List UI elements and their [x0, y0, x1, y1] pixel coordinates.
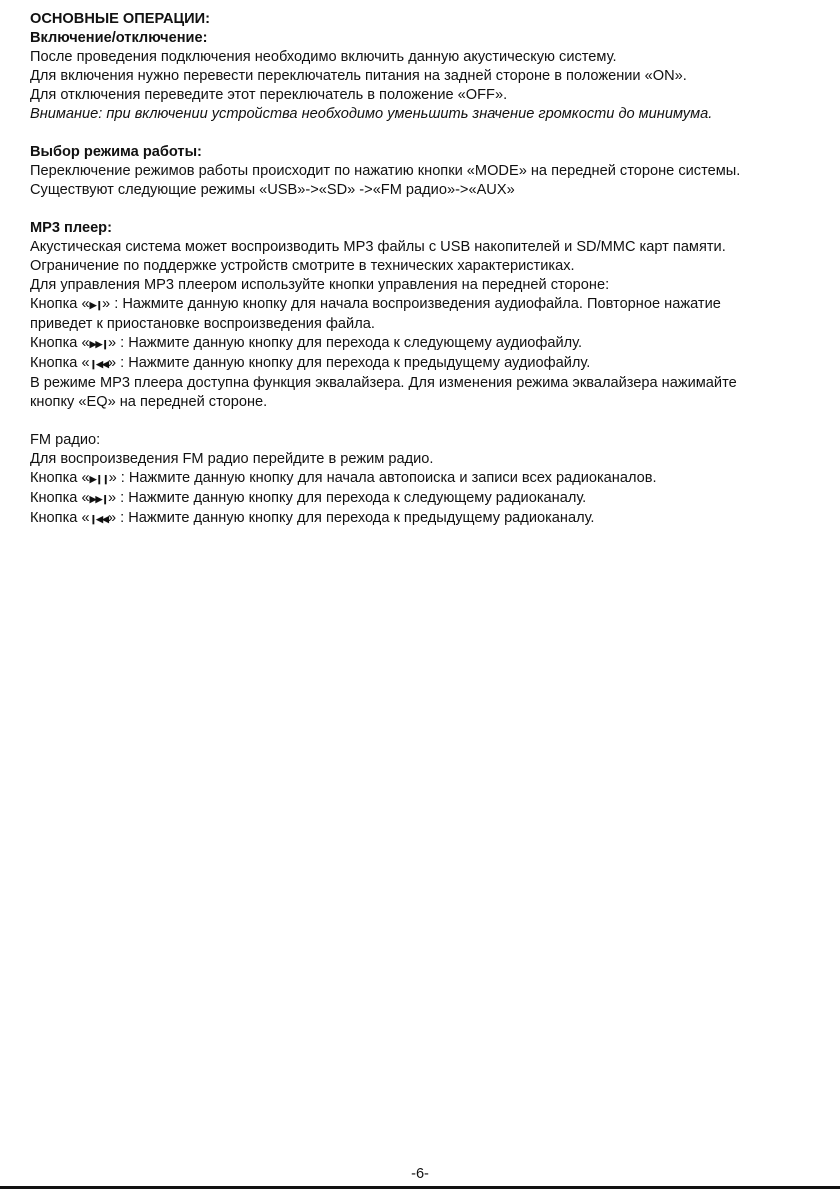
- section-mode-selection: [30, 143, 830, 200]
- text-fragment: » : Нажмите данную кнопку для начала автопоиска и записи всех радиоканалов.: [108, 470, 657, 486]
- section-title-fm: FM радио:: [30, 432, 101, 448]
- section-basic-operations: [30, 10, 830, 124]
- paragraph-line: Существуют следующие режимы «USB»->«SD» ->«FM радио»->«AUX»: [30, 182, 515, 198]
- text-fragment: Кнопка «: [30, 490, 90, 506]
- paragraph-line: Для управления MP3 плеером используйте кнопки управления на передней стороне:: [30, 277, 610, 293]
- previous-track-icon: ❙◀◀: [89, 514, 108, 524]
- text-fragment: Кнопка «: [30, 355, 90, 371]
- section-title-mode: Выбор режима работы:: [30, 144, 202, 160]
- next-track-icon: ▶▶❙: [89, 494, 108, 504]
- page-number: -6-: [411, 1166, 429, 1182]
- button-description-play: [30, 295, 830, 315]
- text-fragment: Кнопка «: [30, 510, 90, 526]
- paragraph-line: приведет к приостановке воспроизведения файла.: [30, 316, 375, 332]
- section-title-mp3: MP3 плеер:: [30, 220, 112, 236]
- subsection-title-power: Включение/отключение:: [30, 30, 208, 46]
- spacer: [30, 200, 830, 219]
- paragraph-line: Ограничение по поддержке устройств смотрите в технических характеристиках.: [30, 258, 575, 274]
- paragraph-line: После проведения подключения необходимо включить данную акустическую систему.: [30, 49, 617, 65]
- spacer: [30, 412, 830, 431]
- section-mp3-player: [30, 219, 830, 412]
- button-description-prev: [30, 354, 830, 374]
- text-fragment: Кнопка «: [30, 470, 90, 486]
- previous-track-icon: ❙◀◀: [89, 359, 108, 369]
- text-fragment: » : Нажмите данную кнопку для начала воспроизведения аудиофайла. Повторное нажатие: [102, 296, 721, 312]
- warning-note: Внимание: при включении устройства необходимо уменьшить значение громкости до минимума.: [30, 106, 713, 122]
- section-fm-radio: [30, 431, 830, 529]
- paragraph-line: В режиме MP3 плеера доступна функция эквалайзера. Для изменения режима эквалайзера нажимайте: [30, 375, 737, 391]
- spacer: [30, 124, 830, 143]
- paragraph-line: Для включения нужно перевести переключатель питания на задней стороне в положении «ON».: [30, 68, 687, 84]
- page-bottom-divider: [0, 1186, 840, 1189]
- text-fragment: » : Нажмите данную кнопку для перехода к предыдущему радиоканалу.: [107, 510, 595, 526]
- next-track-icon: ▶▶❙: [89, 339, 108, 349]
- text-fragment: Кнопка «: [30, 335, 90, 351]
- text-fragment: » : Нажмите данную кнопку для перехода к следующему радиоканалу.: [107, 490, 587, 506]
- button-description-next: [30, 334, 830, 354]
- paragraph-line: Для воспроизведения FM радио перейдите в режим радио.: [30, 451, 434, 467]
- button-description-prev: [30, 509, 830, 529]
- text-fragment: » : Нажмите данную кнопку для перехода к следующему аудиофайлу.: [107, 335, 583, 351]
- button-description-next: [30, 489, 830, 509]
- text-fragment: Кнопка «: [30, 296, 90, 312]
- paragraph-line: Акустическая система может воспроизводить MP3 файлы с USB накопителей и SD/MMC карт памяти.: [30, 239, 726, 255]
- paragraph-line: Переключение режимов работы происходит по нажатию кнопки «MODE» на передней стороне системы.: [30, 163, 741, 179]
- paragraph-line: Для отключения переведите этот переключатель в положение «OFF».: [30, 87, 508, 103]
- button-description-play: [30, 469, 830, 489]
- paragraph-line: кнопку «EQ» на передней стороне.: [30, 394, 268, 410]
- manual-page: [30, 10, 830, 529]
- text-fragment: » : Нажмите данную кнопку для перехода к предыдущему аудиофайлу.: [107, 355, 591, 371]
- play-pause-icon: ▶❙❙: [89, 474, 109, 484]
- play-pause-icon: ▶❙: [89, 300, 103, 310]
- section-title-basic: ОСНОВНЫЕ ОПЕРАЦИИ:: [30, 11, 210, 27]
